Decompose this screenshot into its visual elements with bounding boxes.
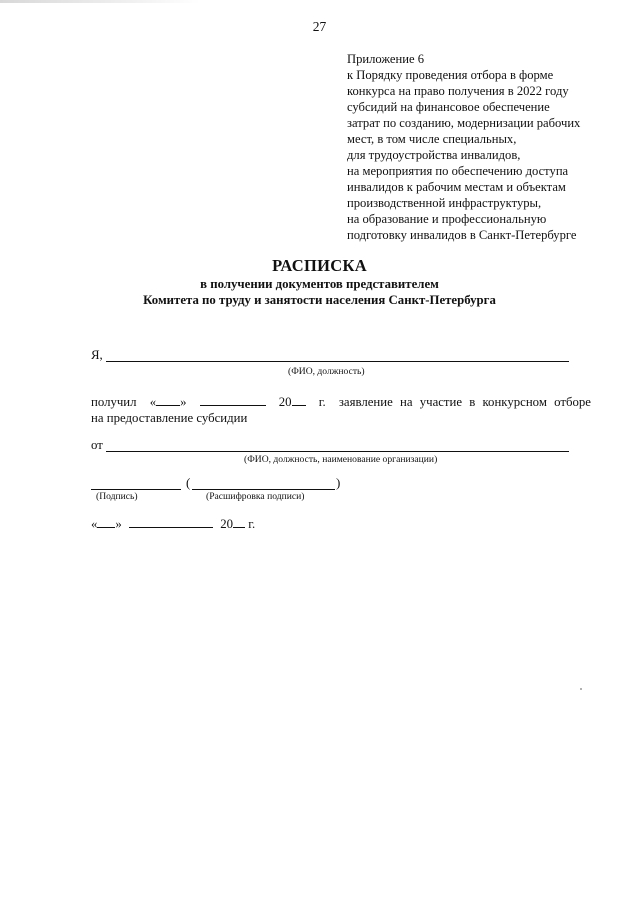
statement-text: заявление на участие в конкурсном отборе bbox=[338, 395, 591, 409]
document-title: РАСПИСКА bbox=[272, 256, 367, 275]
appendix-line: затрат по созданию, модернизации рабочих bbox=[347, 116, 581, 130]
scan-edge-artifact bbox=[0, 0, 200, 3]
received-statement bbox=[91, 394, 591, 426]
signature-caption: (Подпись) bbox=[96, 491, 138, 502]
day-blank bbox=[156, 394, 180, 406]
scan-speck bbox=[580, 688, 582, 690]
month-blank bbox=[200, 394, 266, 406]
name-position-caption: (ФИО, должность) bbox=[288, 366, 365, 377]
paren-close: ) bbox=[336, 475, 341, 490]
from-caption: (ФИО, должность, наименование организации) bbox=[244, 454, 438, 465]
date-month-blank bbox=[129, 516, 213, 528]
appendix-line: субсидий на финансовое обеспечение bbox=[347, 100, 550, 114]
from-label: от bbox=[91, 438, 103, 452]
date-year-suffix: г. bbox=[248, 517, 256, 531]
i-label: Я, bbox=[91, 348, 103, 362]
decoding-caption: (Расшифровка подписи) bbox=[206, 491, 305, 502]
appendix-line: производственной инфраструктуры, bbox=[347, 196, 542, 210]
appendix-line: инвалидов к рабочим местам и объектам bbox=[347, 180, 566, 194]
date-quote-close: » bbox=[115, 517, 122, 531]
appendix-line: конкурса на право получения в 2022 году bbox=[347, 84, 569, 98]
received-word: получил bbox=[91, 395, 137, 409]
date-day-group bbox=[150, 394, 187, 410]
year-prefix: 20 bbox=[278, 395, 292, 409]
name-position-line bbox=[106, 361, 569, 362]
appendix-line: для трудоустройства инвалидов, bbox=[347, 148, 521, 162]
signature-decoding-line bbox=[192, 489, 335, 490]
document-subtitle-committee: Комитета по труду и занятости населения Санкт-Петербурга bbox=[143, 293, 496, 307]
date-quote-open: « bbox=[91, 517, 98, 531]
page-number: 27 bbox=[312, 19, 327, 34]
year-group bbox=[279, 394, 306, 410]
quote-open: « bbox=[149, 395, 157, 409]
from-line bbox=[106, 451, 569, 452]
statement-continuation: на предоставление субсидии bbox=[91, 411, 248, 425]
date-day-blank bbox=[97, 516, 115, 528]
paren-open: ( bbox=[186, 475, 191, 490]
appendix-line: мест, в том числе специальных, bbox=[347, 132, 517, 146]
quote-close: » bbox=[180, 395, 187, 409]
year-suffix: г. bbox=[318, 395, 326, 409]
appendix-line: на мероприятия по обеспечению доступа bbox=[347, 164, 569, 178]
received-statement-line bbox=[91, 394, 591, 410]
signature-line bbox=[91, 489, 181, 490]
date-year-prefix: 20 bbox=[220, 517, 234, 531]
document-subtitle: в получении документов представителем bbox=[200, 277, 439, 291]
appendix-line: подготовку инвалидов в Санкт-Петербурге bbox=[347, 228, 577, 242]
date-year-blank bbox=[233, 516, 245, 528]
date-line bbox=[91, 516, 255, 532]
appendix-line: к Порядку проведения отбора в форме bbox=[347, 68, 554, 82]
appendix-reference bbox=[347, 51, 580, 243]
year-blank bbox=[292, 394, 306, 406]
appendix-line: Приложение 6 bbox=[347, 52, 425, 66]
appendix-line: на образование и профессиональную bbox=[347, 212, 547, 226]
